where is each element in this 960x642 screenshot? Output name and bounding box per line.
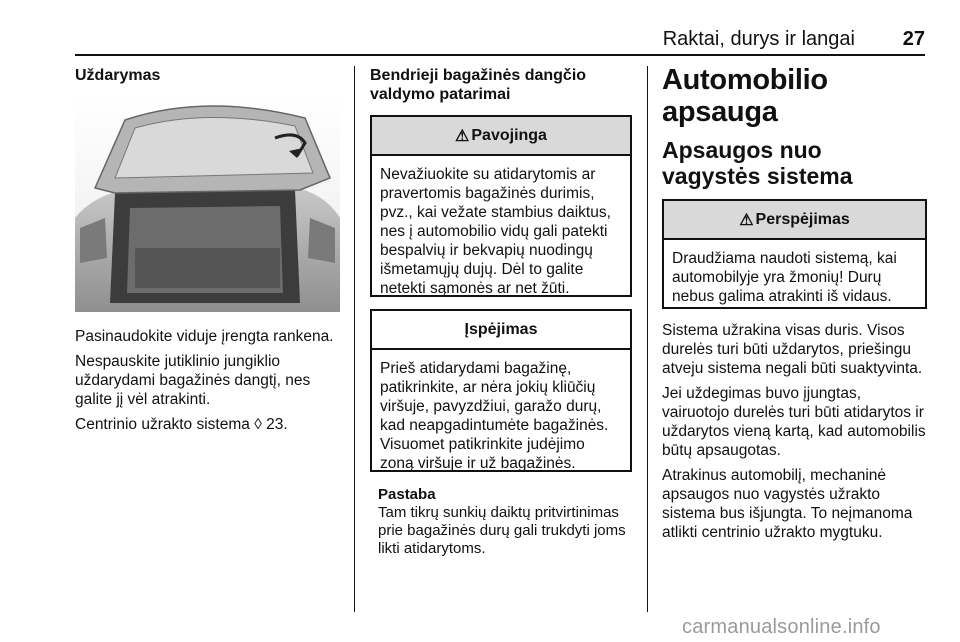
crossref-arrow-icon: ◊ xyxy=(254,416,262,433)
danger-box-header xyxy=(372,117,630,156)
section-title: Raktai, durys ir langai xyxy=(662,28,855,50)
column-vehicle-security xyxy=(662,66,927,542)
note-block xyxy=(370,486,632,558)
warning-triangle-icon: ⚠ xyxy=(455,127,470,145)
column-divider-1 xyxy=(354,66,355,612)
caution-box xyxy=(370,309,632,472)
security-paragraph-3: Atrakinus automobilį, mechaninė apsaugos nuo vagystės užrakto sistema bus išjungta. To neįmanoma atlikti centrinio užrakto mygtuku. xyxy=(662,467,913,541)
danger-box-text: Nevažiuokite su atidarytomis ar pravertomis bagažinės durimis, pvz., kai vežate stambius daiktus, nes į automobilio vidų gali patekti bespalvių ir bekvapių nuodingų išmetamųjų dujų. Dėl to galite netekti sąmonės ar net žūti. xyxy=(380,166,611,297)
warning-triangle-icon: ⚠ xyxy=(739,211,754,229)
danger-box-title: Pavojinga xyxy=(471,126,547,144)
note-title: Pastaba xyxy=(378,486,436,503)
warning-box xyxy=(662,199,927,309)
header-rule xyxy=(75,54,925,56)
note-text: Tam tikrų sunkių daiktų pritvirtinimas prie bagažinės durų gali trukdyti joms likti atidarytoms. xyxy=(378,504,626,557)
page-number: 27 xyxy=(902,28,925,50)
security-paragraph-1: Sistema užrakina visas duris. Visos durelės turi būti uždarytos, priešingu atveju sistema negali būti suaktyvinta. xyxy=(662,322,923,377)
security-paragraph-2: Jei uždegimas buvo įjungtas, vairuotojo durelės turi būti atidarytos ir uždarytos vieną kartą, kad automobilis būtų apsaugotas. xyxy=(662,385,926,459)
warning-box-header xyxy=(664,201,925,240)
tailgate-tips-heading: Bendrieji bagažinės dangčio valdymo patarimai xyxy=(370,67,587,103)
column-closing xyxy=(75,66,340,434)
closing-paragraph-2: Nespauskite jutiklinio jungiklio uždarydami bagažinės dangtį, nes galite jį vėl atrakinti. xyxy=(75,353,311,408)
tailgate-illustration-icon xyxy=(75,98,340,312)
page-header xyxy=(75,26,925,54)
crossref-text: Centrinio užrakto sistema xyxy=(75,416,250,433)
closing-heading: Uždarymas xyxy=(75,67,161,84)
warning-box-text: Draudžiama naudoti sistemą, kai automobilyje yra žmonių! Durų nebus galima atrakinti iš vidaus. xyxy=(672,250,897,305)
caution-box-text: Prieš atidarydami bagažinę, patikrinkite, ar nėra jokių kliūčių viršuje, pavyzdžiui, garažo durų, kad neapgadintumėte bagažinės. Visuomet patikrinkite judėjimo zoną viršuje ir už bagažinės. xyxy=(380,360,609,472)
page-footer xyxy=(0,612,960,642)
closing-paragraph-1: Pasinaudokite viduje įrengta rankena. xyxy=(75,328,334,345)
watermark: carmanualsonline.info xyxy=(682,616,881,638)
vehicle-security-heading: Automobilio apsauga xyxy=(662,64,828,128)
crossref-paragraph xyxy=(75,415,340,434)
tailgate-illustration xyxy=(75,98,340,312)
warning-box-title: Perspėjimas xyxy=(755,210,850,228)
column-tailgate-tips xyxy=(370,66,632,558)
danger-box xyxy=(370,115,632,297)
caution-box-title: Įspėjimas xyxy=(464,320,538,338)
column-divider-2 xyxy=(647,66,648,612)
caution-box-header xyxy=(372,311,630,350)
crossref-page: 23. xyxy=(266,416,288,433)
antitheft-subheading: Apsaugos nuo vagystės sistema xyxy=(662,137,853,189)
